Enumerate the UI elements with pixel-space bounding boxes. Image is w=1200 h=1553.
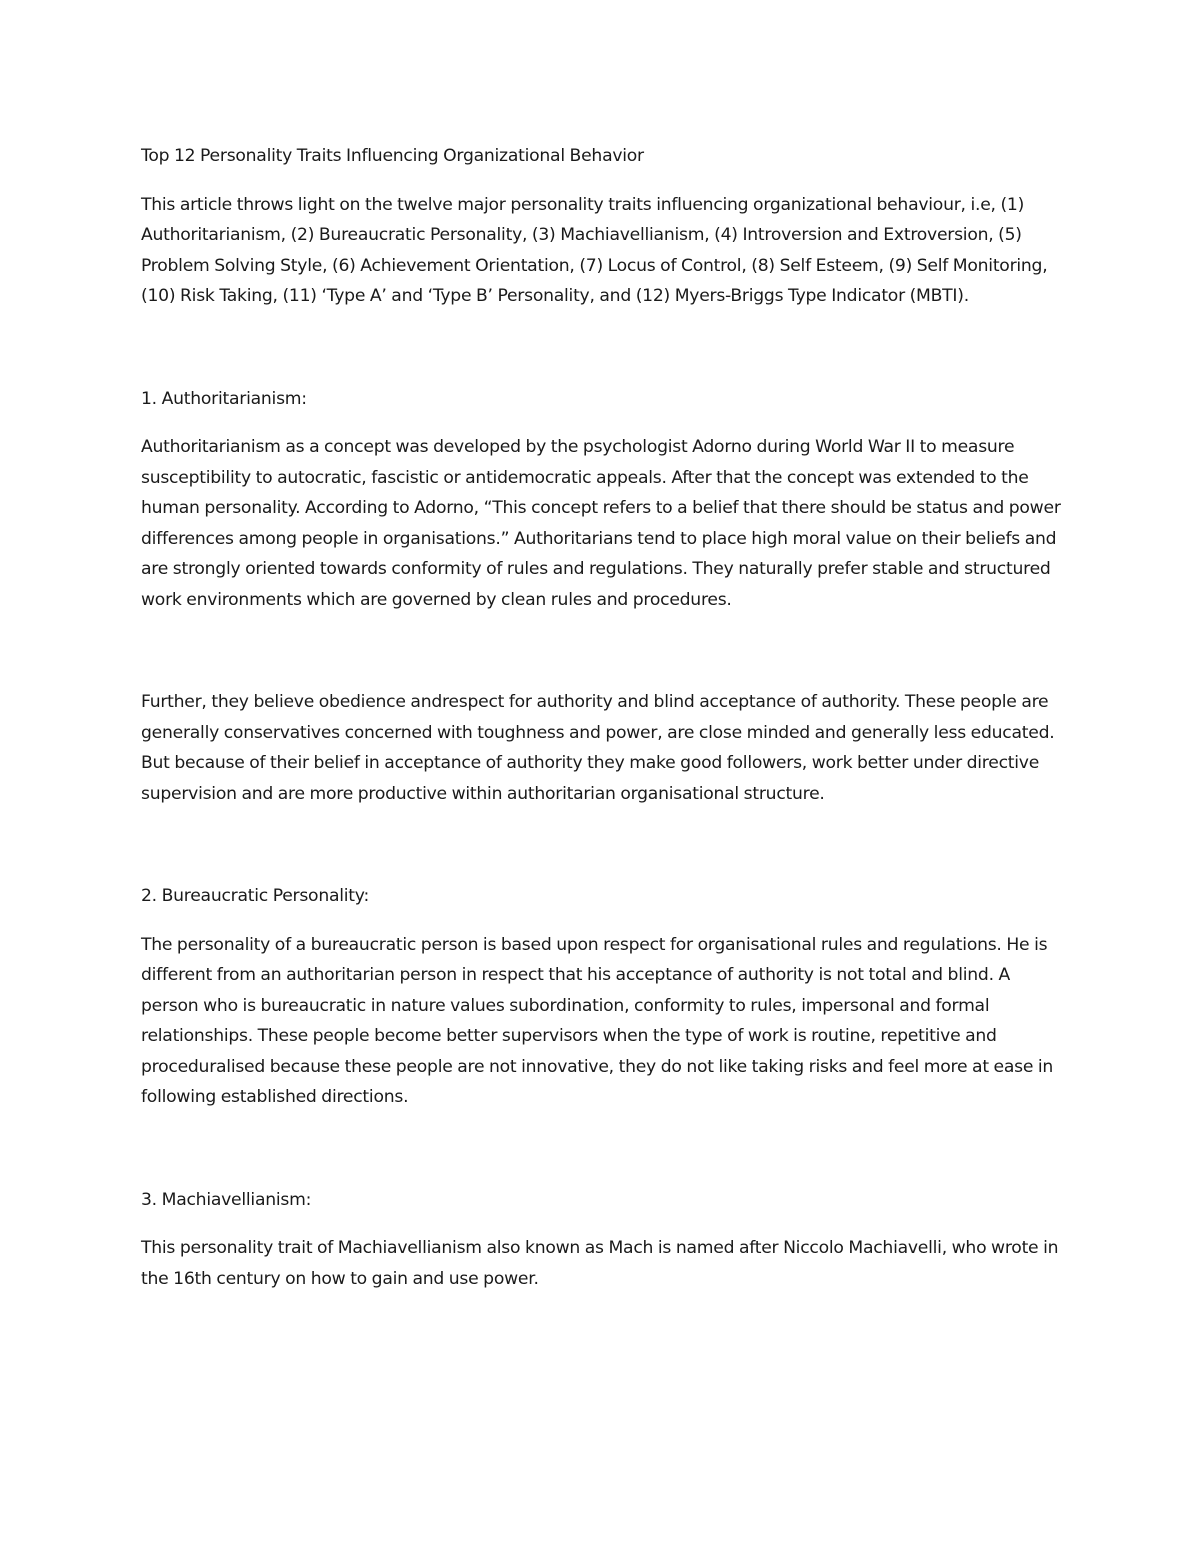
section-heading-bureaucratic-personality: 2. Bureaucratic Personality:	[141, 886, 369, 906]
section-heading-authoritarianism: 1. Authoritarianism:	[141, 388, 307, 409]
paragraph: This personality trait of Machiavellianism also known as Mach is named after Niccolo Machiavelli, who wrote in the 16th century on how to gain and use power.	[141, 1238, 1059, 1289]
paragraph: Authoritarianism as a concept was developed by the psychologist Adorno during World War II to measure susceptibility to autocratic, fascistic or antidemocratic appeals. After that the concept was extended to the human personality. According to Adorno, “This concept refers to a belief that there should be status and power differences among people in organisations.” Authoritarians tend to place high moral value on their beliefs and are strongly oriented towards conformity of rules and regulations. They naturally prefer stable and structured work environments which are governed by clean rules and procedures.	[141, 437, 1061, 610]
paragraph: The personality of a bureaucratic person is based upon respect for organisational rules and regulations. He is different from an authoritarian person in respect that his acceptance of authority is not total and blind. A person who is bureaucratic in nature values subordination, conformity to rules, impersonal and formal relationships. These people become better supervisors when the type of work is routine, repetitive and proceduralised because these people are not innovative, they do not like taking risks and feel more at ease in following established directions.	[141, 934, 1054, 1107]
document-title: Top 12 Personality Traits Influencing Organizational Behavior	[141, 146, 644, 166]
paragraph: Further, they believe obedience andrespect for authority and blind acceptance of authority. These people are generally conservatives concerned with toughness and power, are close minded and generally less educated. But because of their belief in acceptance of authority they make good followers, work better under directive supervision and are more productive within authoritarian organisational structure.	[141, 692, 1055, 804]
intro-paragraph: This article throws light on the twelve major personality traits influencing organizational behaviour, i.e, (1) Authoritarianism, (2) Bureaucratic Personality, (3) Machiavellianism, (4) Introversion and Extroversion, (5) Problem Solving Style, (6) Achievement Orientation, (7) Locus of Control, (8) Self Esteem, (9) Self Monitoring, (10) Risk Taking, (11) ‘Type A’ and ‘Type B’ Personality, and (12) Myers-Briggs Type Indicator (MBTI).	[141, 194, 1048, 306]
section-heading-machiavellianism: 3. Machiavellianism:	[141, 1189, 312, 1210]
document-body	[141, 141, 1071, 1294]
